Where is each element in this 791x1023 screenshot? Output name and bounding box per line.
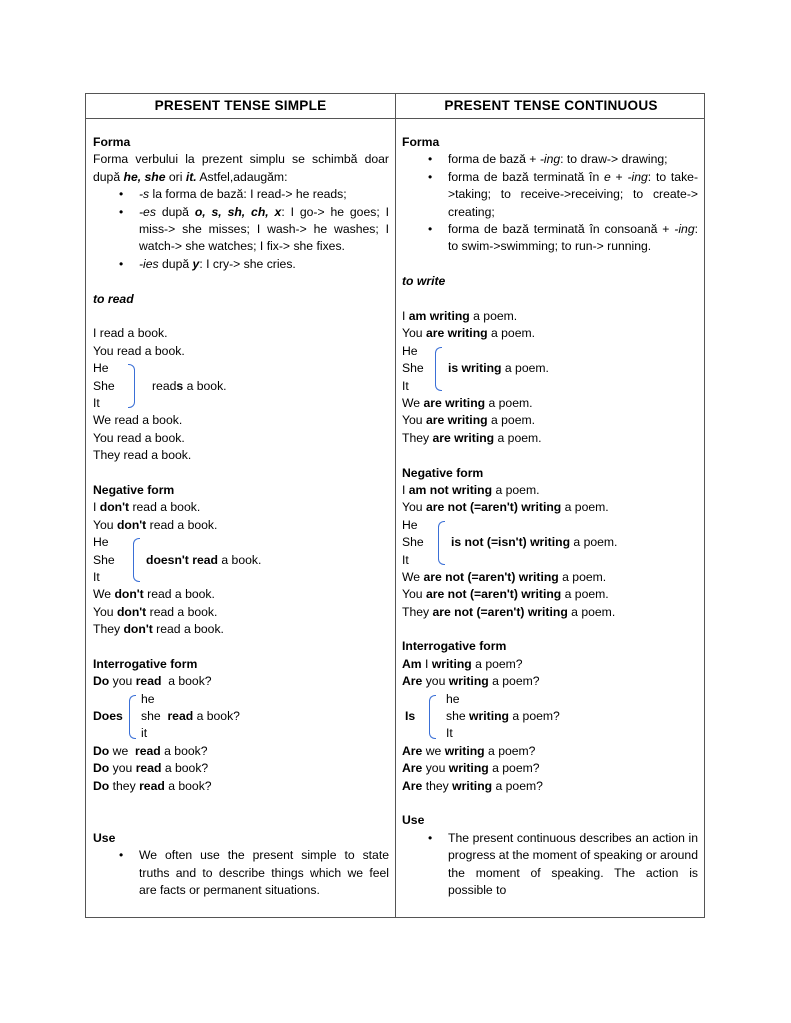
brace-icon — [133, 538, 140, 582]
rule-item: • forma de bază terminată în consoană + -ing: to swim->swimming; to run-> running. — [402, 221, 698, 256]
third-person-group: He She It is writing a poem. — [402, 343, 549, 393]
example-line: We are not (=aren't) writing a poem. — [402, 569, 607, 584]
use-list — [402, 830, 698, 900]
rule-item: • forma de bază terminată în e + -ing: to take->taking; to receive->receiving; to create-> creating; — [402, 169, 698, 221]
example-line: You read a book. — [93, 343, 185, 358]
third-person-group: He She It doesn't read a book. — [93, 535, 262, 584]
example-line: I am writing a poem. — [402, 309, 518, 323]
form-rules-list — [402, 151, 698, 255]
example-line: They read a book. — [93, 448, 192, 463]
interrogative-title: Interrogative form — [402, 639, 507, 654]
rule-item: • -s la forma de bază: I read-> he reads; — [93, 186, 389, 203]
example-line: We don't read a book. — [93, 587, 215, 602]
example-line: We read a book. — [93, 413, 183, 428]
present-continuous-column — [402, 134, 698, 899]
form-title: Forma — [402, 135, 440, 149]
example-line: Are you writing a poem? — [402, 761, 540, 776]
example-line: is writing a poem. — [448, 361, 549, 376]
negative-title: Negative form — [93, 482, 175, 497]
interrogative-title: Interrogative form — [93, 656, 198, 671]
example-line: Are we writing a poem? — [402, 743, 536, 758]
example-line: I am not writing a poem. — [402, 482, 540, 497]
use-item: • We often use the present simple to state truths and to describe things which we feel are facts or permanent situations. — [93, 847, 389, 899]
example-line: You are not (=aren't) writing a poem. — [402, 587, 609, 602]
example-line: You don't read a book. — [93, 517, 218, 532]
negative-title: Negative form — [402, 465, 484, 480]
example-line: You don't read a book. — [93, 604, 218, 619]
example-line: You are writing a poem. — [402, 326, 536, 341]
example-line: They don't read a book. — [93, 622, 224, 637]
rule-item: • -ies după y: I cry-> she cries. — [93, 256, 389, 273]
brace-icon — [129, 695, 136, 739]
grammar-table — [85, 93, 705, 918]
brace-icon — [128, 364, 135, 408]
left-column-header: PRESENT TENSE SIMPLE — [154, 98, 327, 113]
example-line: Do they read a book? — [93, 778, 212, 793]
example-line: Do we read a book? — [93, 743, 208, 758]
example-line: They are writing a poem. — [402, 430, 542, 445]
rule-item: • -es după o, s, sh, ch, x: I go-> he goes; I miss-> she misses; I wash-> he washes; I watch-> she watches; I fix-> she fixes. — [93, 204, 389, 256]
example-line: I don't read a book. — [93, 500, 201, 515]
example-line: Do you read a book? — [93, 761, 209, 776]
example-line: Are they writing a poem? — [402, 778, 543, 793]
example-line: I read a book. — [93, 326, 168, 341]
form-intro: Forma verbului la prezent simplu se schimbă doar după he, she ori it. Astfel,adaugăm: — [93, 152, 389, 184]
use-title: Use — [93, 830, 116, 845]
example-line: is not (=isn't) writing a poem. — [451, 535, 618, 550]
third-person-question-group: Does he she read a book? it — [93, 691, 240, 741]
brace-icon — [429, 695, 436, 739]
example-line: You read a book. — [93, 430, 185, 445]
brace-icon — [438, 521, 445, 565]
example-line: You are writing a poem. — [402, 413, 536, 428]
verb-title: to write — [402, 274, 446, 289]
rule-item: • forma de bază + -ing: to draw-> drawing; — [402, 151, 698, 168]
form-rules-list — [93, 186, 389, 273]
example-line: Am I writing a poem? — [402, 656, 523, 671]
example-line: We are writing a poem. — [402, 395, 533, 410]
form-title: Forma — [93, 135, 131, 149]
example-line: They are not (=aren't) writing a poem. — [402, 604, 616, 619]
example-line: Do you read a book? — [93, 674, 212, 689]
verb-title: to read — [93, 291, 134, 306]
present-simple-column — [93, 134, 389, 899]
example-line: reads a book. — [152, 378, 227, 393]
use-title: Use — [402, 813, 425, 828]
right-column-header: PRESENT TENSE CONTINUOUS — [444, 98, 658, 113]
third-person-group: He She It reads a book. — [93, 361, 227, 410]
third-person-question-group: Is he she writing a poem? It — [405, 691, 560, 741]
use-item: • The present continuous describes an action in progress at the moment of speaking or around the moment of speaking. The action is possible to — [402, 830, 698, 900]
example-line: doesn't read a book. — [146, 552, 262, 567]
column-divider — [395, 94, 396, 917]
brace-icon — [435, 347, 442, 391]
example-line: Are you writing a poem? — [402, 674, 540, 689]
third-person-group: He She It is not (=isn't) writing a poem. — [402, 517, 618, 567]
use-list — [93, 847, 389, 899]
example-line: You are not (=aren't) writing a poem. — [402, 500, 609, 515]
